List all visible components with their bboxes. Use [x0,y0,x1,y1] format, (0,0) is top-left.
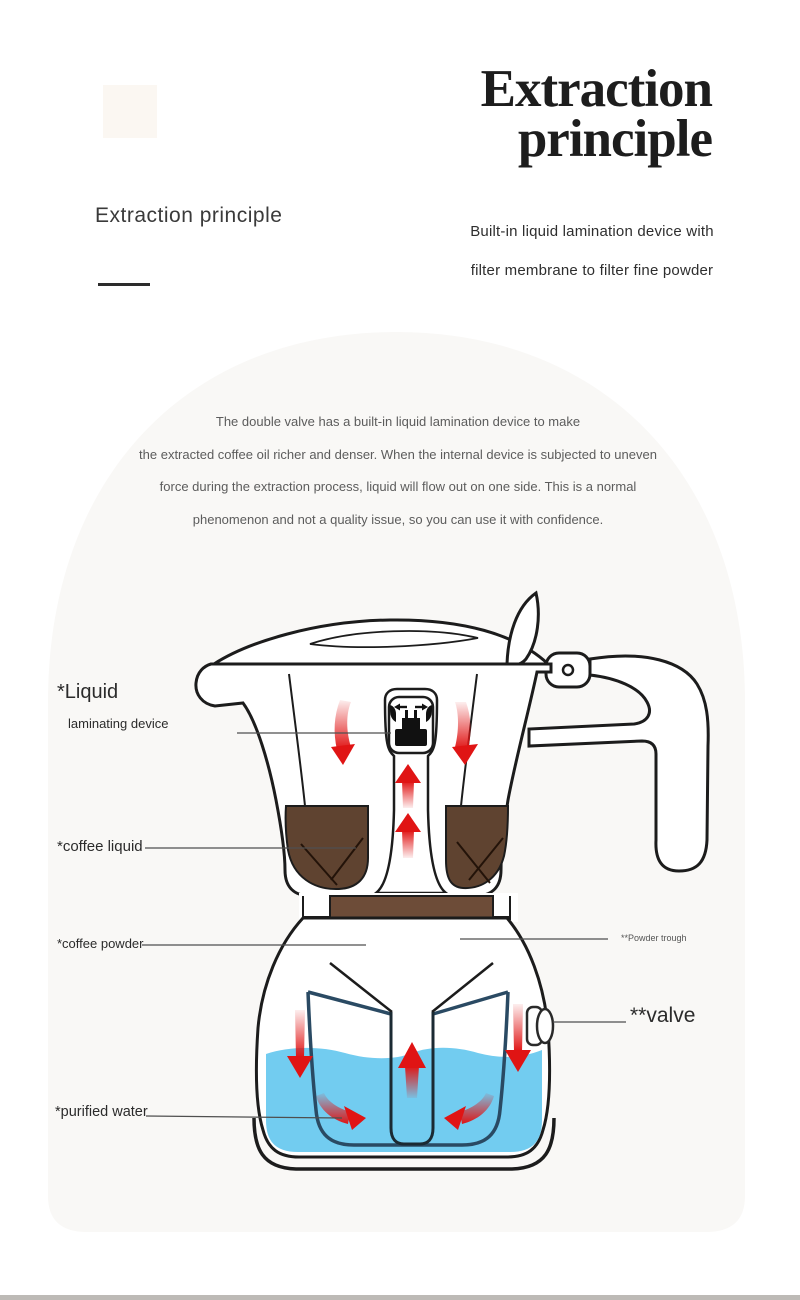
description-line: the extracted coffee oil richer and denser. When the internal device is subjected to uneven [139,446,657,462]
description-line: phenomenon and not a quality issue, so you can use it with confidence. [192,511,604,527]
valve [527,1007,553,1045]
description-line: force during the extraction process, liquid will flow out on one side. This is a normal [159,479,637,494]
subtitle-line2: filter membrane to filter fine powder [470,262,714,279]
heading-underline [98,283,150,286]
hinge-pin [563,665,573,675]
label-purified-water: *purified water [55,1104,148,1120]
laminating-device [389,697,433,753]
bottom-divider [0,1295,800,1300]
description-paragraph [98,406,698,536]
label-valve: **valve [630,1004,696,1027]
beans-icon-box [103,85,157,138]
label-liquid-device-2: laminating device [68,716,169,731]
description-line: The double valve has a built-in liquid lamination device to make [215,414,581,429]
page-title [480,60,712,168]
page-subtitle [468,212,716,290]
subtitle-line1: Built-in liquid lamination device with [470,223,714,240]
label-coffee-liquid: *coffee liquid [57,838,143,855]
label-liquid-device: *Liquid [57,681,119,703]
label-coffee-powder: *coffee powder [57,936,144,951]
page-title-line2: principle [517,110,712,168]
section-heading: Extraction principle [95,204,283,227]
label-powder-trough: **Powder trough [621,933,687,943]
page-title-line1: Extraction [480,60,712,118]
